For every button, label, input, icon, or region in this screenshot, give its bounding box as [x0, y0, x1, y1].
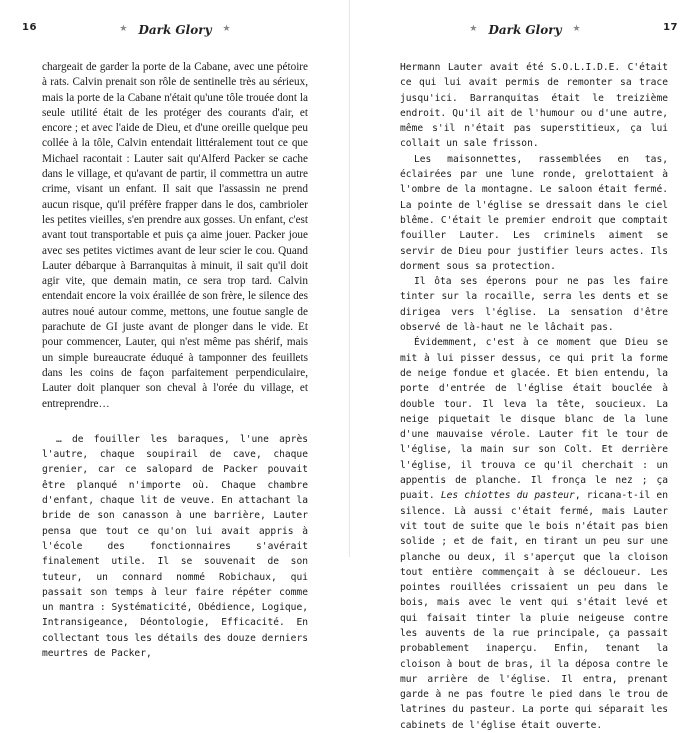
left-paragraph-1: chargeait de garder la porte de la Cabane, avec une pétoire à rats. Calvin prenait son rôle de sentinelle très au sérieux, mais la porte de la Cabane n'était qu'une tôle trouée dont la seule utilité était de les protéger des courants d'air, et encore ; et avec l'aide de Dieu, et d'une oreille quelque peu collée à la tôle, Calvin entendait littéralement tout ce que Michael racontait : Lauter sait qu'Alferd Packer se cache dans le village, et qu'avant de partir, il commettra un autre crime, visant un enfant. Il sait que l'assassin ne prend aucun risque, qu'il préfère frapper dans le dos, cambrioler les petites vieilles, s'en prendre aux gosses. Un enfant, c'est avant tout transportable et puis ça aime jouer. Packer joue avec ses petites victimes avant de leur scier le cou. Quand Lauter débarque à Barranquitas à minuit, il sait qu'il doit agir vite, que demain matin, ce sera trop tard. Calvin entendait encore la voix éraillée de son frère, le silence des autres noué autour comme, mettons, une foutue sangle de parachute de GI juste avant de plonger dans le vide. Et pour commencer, Lauter, qui n'est même pas shérif, mais un simple bureaucrate éduqué à tamponner des feuillets dans les coins de façon parfaitement perpendiculaire, Lauter doit planquer son cheval à l'orée du village, et entreprendre… — [42, 61, 308, 410]
left-page-body — [42, 60, 308, 661]
left-running-title: Dark Glory — [138, 23, 212, 38]
right-paragraph-4-italic: Les chiottes du pasteur — [440, 490, 575, 502]
right-paragraph-1: Hermann Lauter avait été S.O.L.I.D.E. C'était ce qui lui avait permis de remonter sa trace jusqu'ici. Barranquitas était le treizième endroit. Qu'il ait de l'humour ou d'une autre, même s'il n'était pas superstitieux, ça lui collait un sale frisson. — [400, 62, 668, 150]
left-running-header — [0, 22, 350, 38]
star-icon: ★ — [119, 24, 128, 35]
right-paragraph-4-part-2: , ricana-t-il en silence. Là aussi c'était fermé, mais Lauter vit tout de suite que le bois n'était pas bien solide ; et de fait, en tirant un peu sur une planche ou deux, il s'aperçut que la cloison tout entière commençait à se décloueur. Les pointes rouillées crissaient un peu dans le bois, mais avec le vent qui s'était levé et qui faisait tinter la pluie neigeuse contre les auvents de la rue principale, ça passait probablement inaperçu. Enfin, tenant la cloison à bout de bras, il la déposa contre le mur arrière de l'église. Il entra, prenant garde à ne pas foutre le pied dans le trou de latrines du pasteur. La porte qui séparait les cabinets de l'église était ouverte. — [400, 490, 668, 731]
right-paragraph-2: Les maisonnettes, rassemblées en tas, éclairées par une lune ronde, grelottaient à l'ombre de la montagne. Le saloon était fermé. La pointe de l'église se dressait dans le ciel blême. C'était le premier endroit que comptait fouiller Lauter. Les criminels aiment se servir de Dieu pour justifier leurs actes. Ils dorment sous sa protection. — [400, 153, 668, 272]
star-icon: ★ — [572, 24, 581, 35]
right-paragraph-4 — [400, 335, 668, 733]
right-page-body — [400, 60, 668, 733]
left-page — [0, 0, 350, 659]
right-page — [350, 0, 700, 731]
left-paragraph-2: … de fouiller les baraques, l'une après l'autre, chaque soupirail de cave, chaque grenier, car ce salopard de Packer pouvait être planqué n'importe où. Chaque chambre d'enfant, chaque lit de veuve. En attachant la bride de son canasson à une barrière, Lauter pensa que tout ce qu'on lui avait appris à l'école des fonctionnaires s'avérait finalement utile. Il se souvenait de son tuteur, un connard nommé Robichaux, qui passait son temps à leur faire répéter comme un mantra : Systématicité, Obédience, Logique, Intransigeance, Déontologie, Efficacité. En collectant tous les détails des douze derniers meurtres de Packer, — [42, 433, 308, 659]
right-paragraph-4-part-1: Évidemment, c'est à ce moment que Dieu se mit à lui pisser dessus, ce qui prit la forme de neige fondue et glacée. Et bien entendu, la porte d'entrée de l'église était bouclée à double tour. Il leva la tête, soucieux. La neige piquetait le disque blanc de la lune d'une mauvaise vérole. Lauter fit le tour de l'église, la main sur son Colt. Et derrière l'église, il trouva ce qu'il cherchait : un appentis de planche. Il fronça le nez ; ça puait. — [400, 337, 668, 502]
right-running-title: Dark Glory — [488, 23, 562, 38]
star-icon: ★ — [222, 24, 231, 35]
star-icon: ★ — [469, 24, 478, 35]
right-paragraph-3: Il ôta ses éperons pour ne pas les faire tinter sur la rocaille, serra les dents et se dirigea vers l'église. La sensation d'être observé de là-haut ne le lâchait pas. — [400, 276, 668, 334]
right-page-number: 17 — [663, 22, 678, 33]
right-running-header — [350, 22, 700, 38]
left-page-number: 16 — [22, 22, 37, 33]
